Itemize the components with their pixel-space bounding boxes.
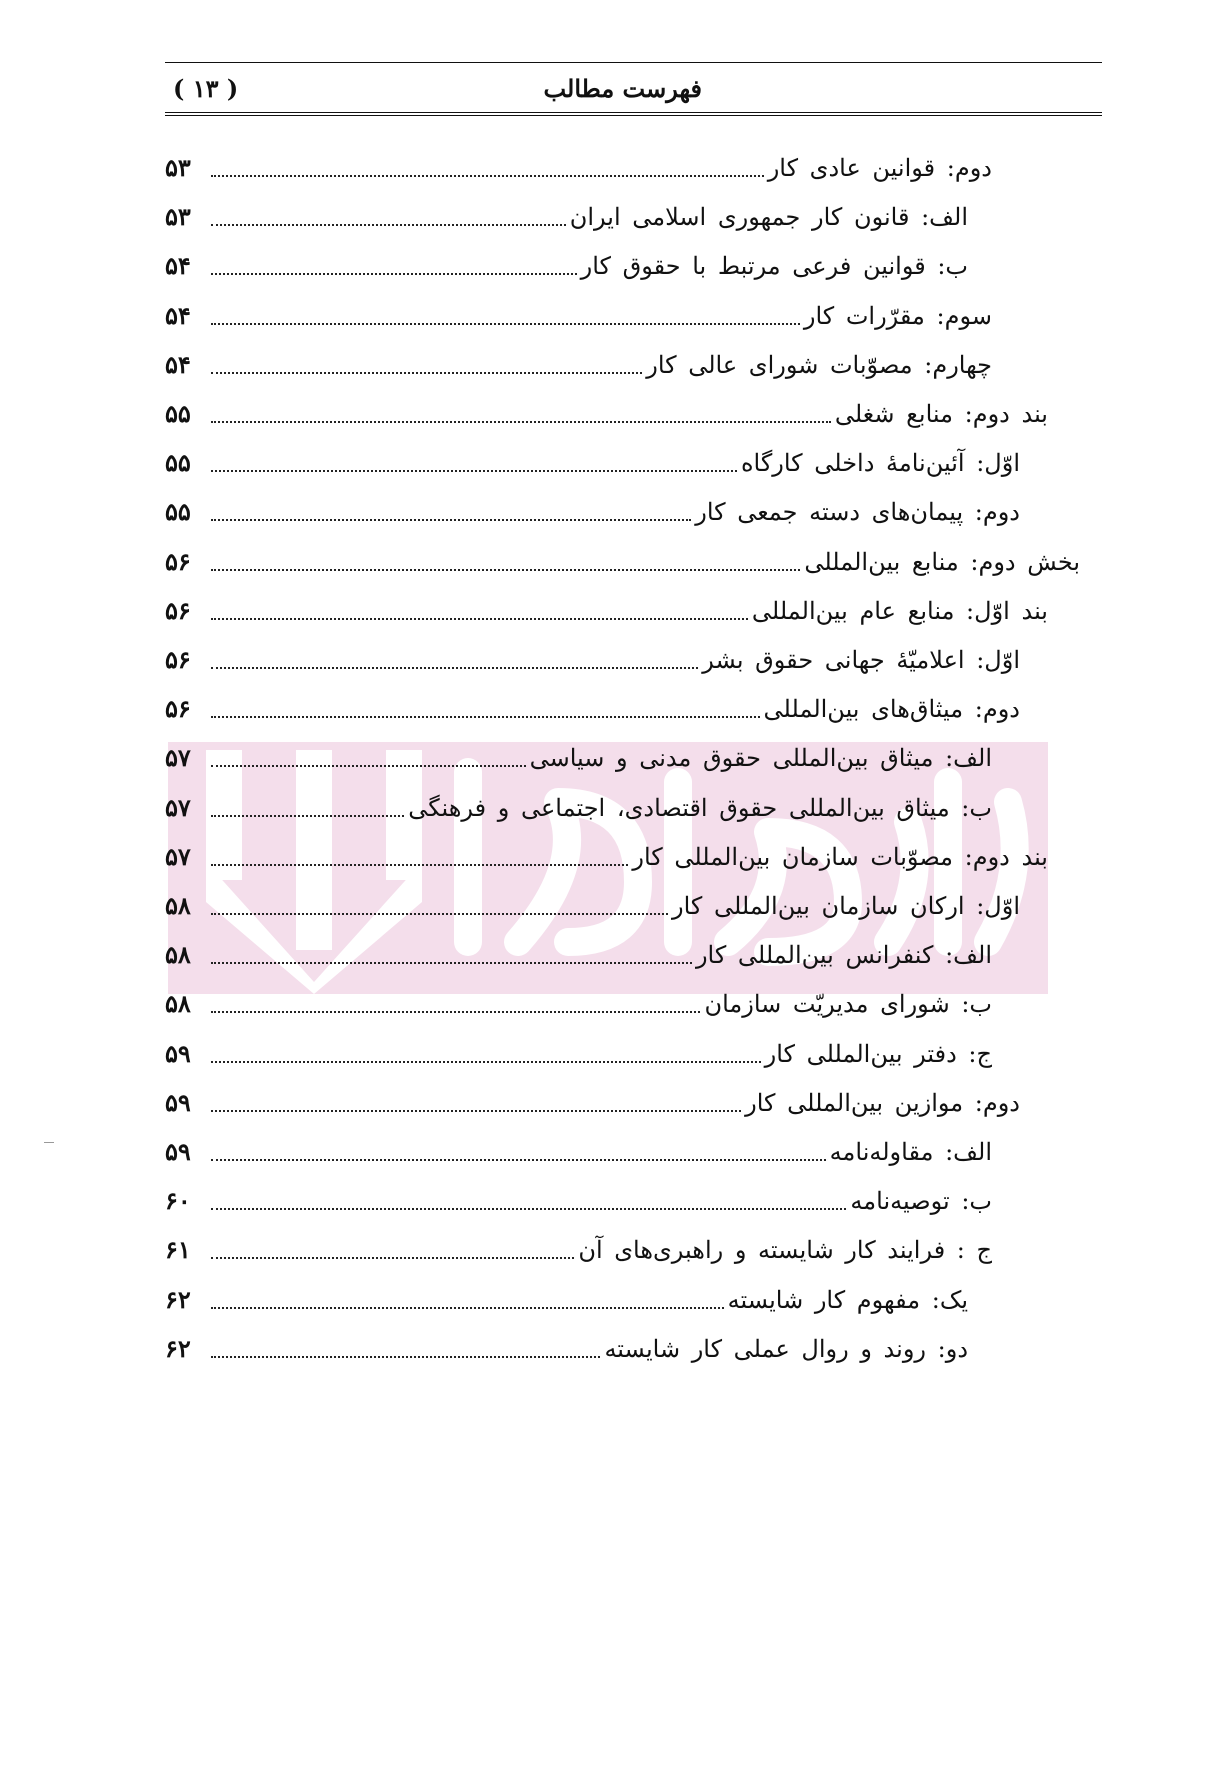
toc-dot-leader <box>211 913 668 915</box>
toc-entry[interactable] <box>165 935 1080 975</box>
toc-dot-leader <box>211 618 748 620</box>
toc-entry-page-number: ۵۳ <box>165 202 191 232</box>
toc-entry-title: ب: قوانین فرعی مرتبط با حقوق کار <box>580 252 968 281</box>
toc-entry[interactable] <box>165 246 1080 286</box>
margin-mark <box>44 1142 54 1143</box>
toc-entry[interactable] <box>165 837 1080 877</box>
page-header <box>165 74 1102 106</box>
toc-entry-title: ب: میثاق بین‌المللی حقوق اقتصادی، اجتماعی و فرهنگی <box>408 793 992 822</box>
header-top-rule <box>165 62 1102 63</box>
toc-entry-title: ج : فرایند کار شایسته و راهبری‌های آن <box>578 1236 992 1265</box>
toc-entry-page-number: ۶۱ <box>165 1235 191 1265</box>
toc-entry[interactable] <box>165 443 1080 483</box>
toc-dot-leader <box>211 273 577 275</box>
toc-dot-leader <box>211 1208 846 1210</box>
toc-entry[interactable] <box>165 1280 1080 1320</box>
toc-entry[interactable] <box>165 296 1080 336</box>
toc-entry-page-number: ۵۷ <box>165 743 191 773</box>
toc-dot-leader <box>211 470 737 472</box>
toc-entry-page-number: ۵۶ <box>165 546 191 576</box>
toc-entry-page-number: ۵۴ <box>165 251 191 281</box>
toc-entry-title: اوّل: آئین‌نامۀ داخلی کارگاه <box>740 449 1020 478</box>
toc-dot-leader <box>211 1307 724 1309</box>
toc-dot-leader <box>211 765 526 767</box>
toc-entry-title: دوم: موازین بین‌المللی کار <box>745 1088 1020 1117</box>
toc-entry-title: ب: شورای مدیریّت سازمان <box>704 990 992 1019</box>
toc-entry-title: سوم: مقرّرات کار <box>803 301 992 330</box>
toc-entry[interactable] <box>165 591 1080 631</box>
toc-dot-leader <box>211 323 800 325</box>
toc-entry-page-number: ۵۵ <box>165 448 191 478</box>
toc-dot-leader <box>211 421 831 423</box>
toc-entry[interactable] <box>165 1132 1080 1172</box>
toc-entry-page-number: ۵۶ <box>165 694 191 724</box>
toc-entry-page-number: ۵۵ <box>165 399 191 428</box>
toc-dot-leader <box>211 1159 826 1161</box>
toc-dot-leader <box>211 716 760 718</box>
toc-entry-title: بند اوّل: منابع عام بین‌المللی <box>751 596 1048 625</box>
toc-dot-leader <box>211 224 566 226</box>
toc-entry-page-number: ۵۷ <box>165 792 191 822</box>
toc-entry-title: دوم: قوانین عادی کار <box>767 154 992 182</box>
toc-entry-title: اوّل: ارکان سازمان بین‌المللی کار <box>672 892 1020 920</box>
toc-dot-leader <box>211 569 800 571</box>
toc-entry-title: دوم: میثاق‌های بین‌المللی <box>763 695 1020 724</box>
toc-entry-title: الف: قانون کار جمهوری اسلامی ایران <box>569 203 968 232</box>
toc-entry-page-number: ۶۰ <box>165 1186 191 1216</box>
toc-dot-leader <box>211 815 404 817</box>
toc-dot-leader <box>211 519 691 521</box>
toc-entry-page-number: ۵۳ <box>165 153 191 182</box>
toc-entry-title: دوم: پیمان‌های دسته جمعی کار <box>695 498 1020 527</box>
toc-entry-title: بند دوم: منابع شغلی <box>834 400 1048 428</box>
toc-entry[interactable] <box>165 197 1080 237</box>
toc-dot-leader <box>211 1356 600 1358</box>
toc-entry-title: الف: کنفرانس بین‌المللی کار <box>695 941 992 970</box>
toc-entry[interactable] <box>165 345 1080 385</box>
toc-entry-page-number: ۵۸ <box>165 989 191 1019</box>
toc-entry[interactable] <box>165 640 1080 680</box>
toc-entry[interactable] <box>165 1034 1080 1074</box>
toc-entry[interactable] <box>165 1230 1080 1270</box>
toc-entry[interactable] <box>165 1181 1080 1221</box>
toc-entry[interactable] <box>165 394 1080 434</box>
toc-dot-leader <box>211 1110 741 1112</box>
toc-entry-title: الف: مقاوله‌نامه <box>829 1138 992 1166</box>
header-page-number: ( ۱۳ ) <box>173 74 239 103</box>
toc-dot-leader <box>211 1257 574 1259</box>
toc-entry-title: بند دوم: مصوّبات سازمان بین‌المللی کار <box>632 842 1048 871</box>
toc-entry-page-number: ۵۴ <box>165 300 191 330</box>
toc-dot-leader <box>211 175 764 177</box>
toc-entry-title: یک: مفهوم کار شایسته <box>727 1285 968 1314</box>
toc-entry-page-number: ۵۹ <box>165 1137 191 1166</box>
toc-entry-page-number: ۵۸ <box>165 940 191 970</box>
toc-entry-page-number: ۵۶ <box>165 645 191 674</box>
toc-entry-page-number: ۶۲ <box>165 1333 191 1363</box>
toc-entry[interactable] <box>165 886 1080 926</box>
toc-entry-page-number: ۵۹ <box>165 1038 191 1068</box>
toc-dot-leader <box>211 372 642 374</box>
toc-entry-title: ب: توصیه‌نامه <box>850 1187 992 1216</box>
toc-entry-title: الف: میثاق بین‌المللی حقوق مدنی و سیاسی <box>529 744 992 773</box>
toc-entry-title: چهارم: مصوّبات شورای عالی کار <box>646 350 992 379</box>
toc-dot-leader <box>211 962 692 964</box>
header-bottom-rule <box>165 112 1102 119</box>
toc-entry-title: ج: دفتر بین‌المللی کار <box>764 1039 992 1068</box>
toc-entry[interactable] <box>165 788 1080 828</box>
toc-entry-page-number: ۶۲ <box>165 1284 191 1314</box>
toc-entry[interactable] <box>165 1083 1080 1123</box>
toc-entry-title: دو: روند و روال عملی کار شایسته <box>604 1334 968 1363</box>
toc-entry[interactable] <box>165 738 1080 778</box>
toc-dot-leader <box>211 864 628 866</box>
toc-entry-page-number: ۵۹ <box>165 1087 191 1117</box>
toc-entry-title: اوّل: اعلامیّۀ جهانی حقوق بشر <box>702 646 1020 674</box>
toc-entry[interactable] <box>165 492 1080 532</box>
toc-entry-page-number: ۵۸ <box>165 891 191 920</box>
toc-entry[interactable] <box>165 984 1080 1024</box>
toc-entry[interactable] <box>165 689 1080 729</box>
toc-entry[interactable] <box>165 148 1080 188</box>
toc-entry-page-number: ۵۴ <box>165 349 191 379</box>
toc-dot-leader <box>211 1011 700 1013</box>
toc-entry[interactable] <box>165 542 1080 582</box>
toc-dot-leader <box>211 667 698 669</box>
toc-entry-page-number: ۵۶ <box>165 595 191 625</box>
toc-dot-leader <box>211 1061 761 1063</box>
toc-entry-page-number: ۵۵ <box>165 497 191 527</box>
toc-entry[interactable] <box>165 1329 1080 1369</box>
toc-entry-title: بخش دوم: منابع بین‌المللی <box>804 547 1080 576</box>
toc-entry-page-number: ۵۷ <box>165 841 191 871</box>
page-title: فهرست مطالب <box>543 74 702 103</box>
